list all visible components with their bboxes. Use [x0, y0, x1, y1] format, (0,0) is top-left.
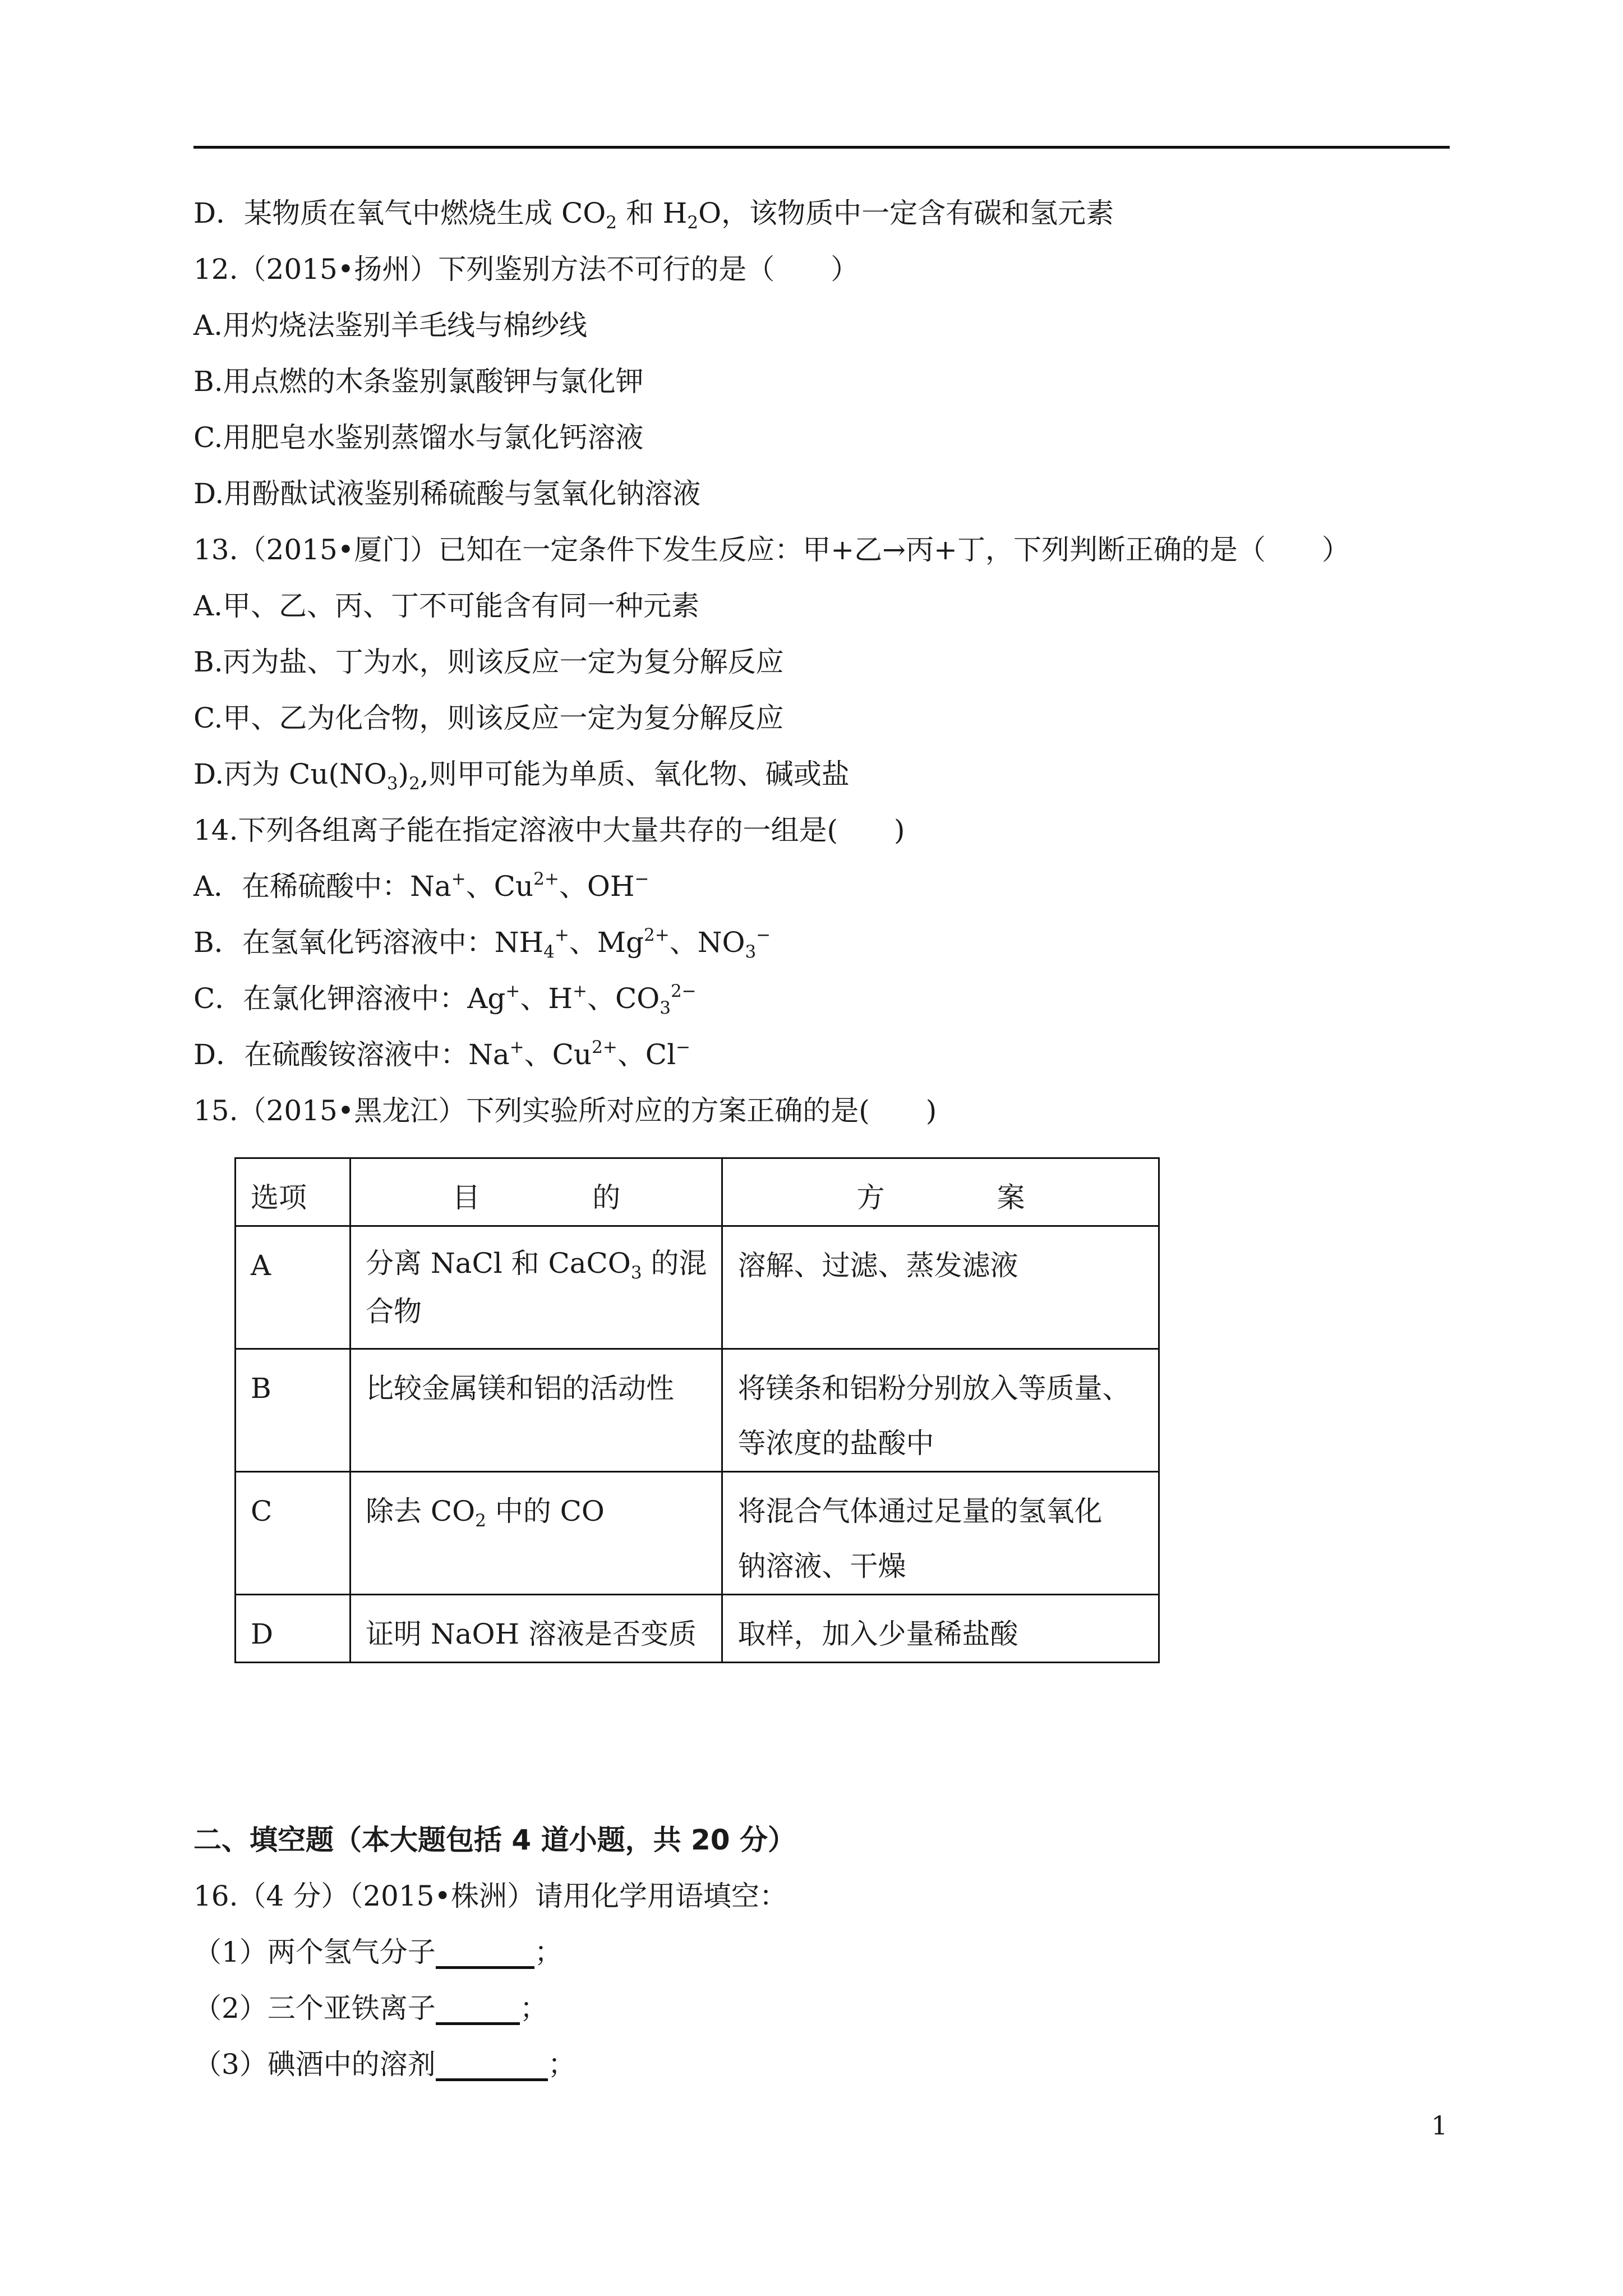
q16-part-3: （3）碘酒中的溶剂 ； [193, 2048, 576, 2081]
row-d-goal: 证明 NaOH 溶液是否变质 [351, 1595, 722, 1663]
q13-option-c: C.甲、乙为化合物，则该反应一定为复分解反应 [193, 702, 784, 734]
header-option: 选项 [236, 1158, 351, 1226]
q15-table [234, 1157, 1160, 1663]
q13-option-d: D.丙为 $Cu(NO_3)_2$,则甲可能为单质、氧化物、碱或盐 [193, 758, 850, 794]
row-c-option: C [236, 1472, 351, 1595]
row-a-option: A [236, 1226, 351, 1349]
q15-stem: 15.（2015•黑龙江）下列实验所对应的方案正确的是( ) [193, 1094, 937, 1127]
row-a-goal: 分离 NaCl 和 CaCO$_3$ 的混 合物 [351, 1226, 722, 1349]
q12-option-a: A.用灼烧法鉴别羊毛线与棉纱线 [193, 309, 588, 342]
q12-option-d: D.用酚酞试液鉴别稀硫酸与氢氧化钠溶液 [193, 477, 701, 510]
q14-option-d: D．在硫酸铵溶液中：Na+、$Cu^{2+}$、Cl− [193, 1037, 691, 1071]
row-c-goal: 除去 $CO_2$ 中的 CO [351, 1472, 722, 1595]
row-d-plan: 取样，加入少量稀盐酸 [722, 1595, 1159, 1663]
q13-option-b: B.丙为盐、丁为水，则该反应一定为复分解反应 [193, 646, 784, 678]
q16-part-1: （1）两个氢气分子 ； [193, 1936, 562, 1968]
answer-blank[interactable] [436, 1940, 534, 1969]
answer-blank[interactable] [436, 2053, 548, 2081]
q11-option-d: D．某物质在氧气中燃烧生成 $CO_2$ 和 $H_2O$，该物质中一定含有碳和氢元素 [193, 197, 1114, 233]
header-rule [193, 146, 1450, 149]
table-row [236, 1472, 1159, 1595]
answer-blank[interactable] [436, 1996, 520, 2025]
header-goal: 目 的 [351, 1158, 722, 1226]
row-c-plan: 将混合气体通过足量的氢氧化 钠溶液、干燥 [722, 1472, 1159, 1595]
q16-part-2: （2）三个亚铁离子 ； [193, 1992, 548, 2024]
row-b-goal: 比较金属镁和铝的活动性 [351, 1349, 722, 1472]
row-b-plan: 将镁条和铝粉分别放入等质量、 等浓度的盐酸中 [722, 1349, 1159, 1472]
table-row [236, 1226, 1159, 1349]
row-a-plan: 溶解、过滤、蒸发滤液 [722, 1226, 1159, 1349]
q12-option-b: B.用点燃的木条鉴别氯酸钾与氯化钾 [193, 365, 644, 398]
q14-option-c: C．在氯化钾溶液中：Ag+、H+、$CO_3^{2-}$ [193, 981, 697, 1018]
table-row [236, 1595, 1159, 1663]
q12-option-c: C.用肥皂水鉴别蒸馏水与氯化钙溶液 [193, 421, 644, 454]
row-d-option: D [236, 1595, 351, 1663]
q14-option-a: A．在稀硫酸中：Na+、$Cu^{2+}$、OH− [193, 869, 649, 903]
q13-stem: 13.（2015•厦门）已知在一定条件下发生反应：甲+乙→丙+丁，下列判断正确的是（ ） [193, 533, 1350, 566]
q12-stem: 12.（2015•扬州）下列鉴别方法不可行的是（ ） [193, 253, 859, 286]
page-number: 1 [1431, 2110, 1448, 2141]
q16-stem: 16.（4 分）（2015•株洲）请用化学用语填空： [193, 1880, 787, 1912]
q14-option-b: B．在氢氧化钙溶液中：$NH_4^+$、$Mg^{2+}$、$NO_3^-$ [193, 925, 771, 962]
q14-stem: 14.下列各组离子能在指定溶液中大量共存的一组是( ) [193, 814, 905, 846]
row-b-option: B [236, 1349, 351, 1472]
header-plan: 方 案 [722, 1158, 1159, 1226]
section-2-title: 二、填空题（本大题包括 4 道小题，共 20 分） [193, 1824, 796, 1856]
table-row [236, 1349, 1159, 1472]
table-header-row [236, 1158, 1159, 1226]
q13-option-a: A.甲、乙、丙、丁不可能含有同一种元素 [193, 590, 700, 622]
